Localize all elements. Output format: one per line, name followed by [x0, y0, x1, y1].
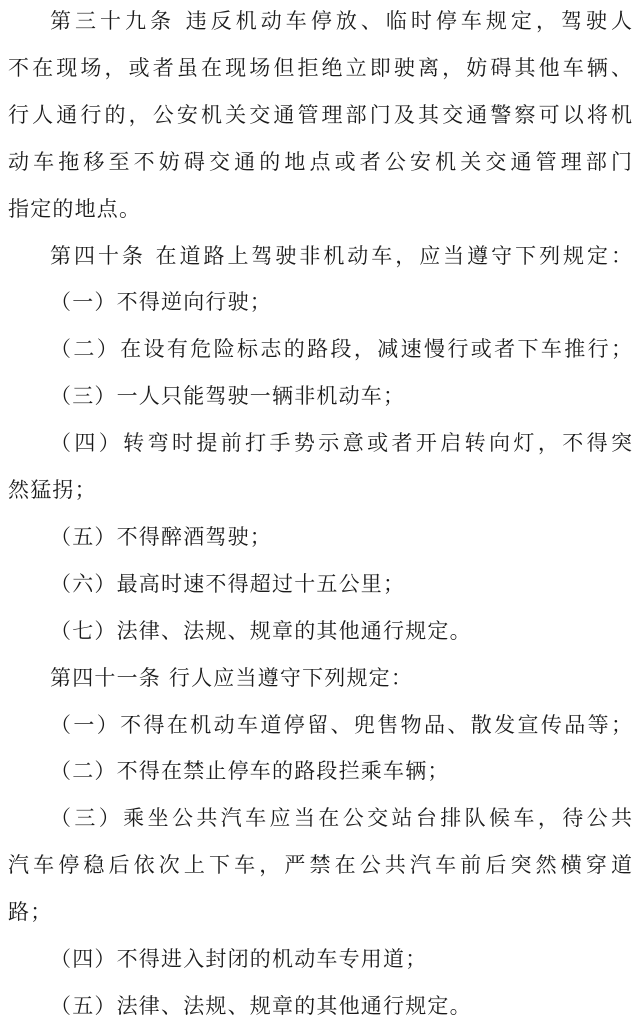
- article-40-item-4-cont: 然猛拐；: [8, 478, 97, 502]
- article-39-line-2: 不在现场，或者虽在现场但拒绝立即驶离，妨碍其他车辆、: [8, 56, 632, 80]
- article-40-item-6: （六）最高时速不得超过十五公里；: [50, 572, 406, 596]
- article-39-line-1: 第三十九条 违反机动车停放、临时停车规定，驾驶人: [50, 9, 632, 33]
- article-41-item-4: （四）不得进入封闭的机动车专用道；: [50, 947, 428, 971]
- article-41-item-5: （五）法律、法规、规章的其他通行规定。: [50, 994, 472, 1018]
- article-40-item-4: （四）转弯时提前打手势示意或者开启转向灯，不得突: [50, 431, 632, 455]
- article-40-heading: 第四十条 在道路上驾驶非机动车，应当遵守下列规定：: [50, 244, 632, 268]
- article-41-item-3-cont-2: 路；: [8, 900, 53, 924]
- article-41-heading: 第四十一条 行人应当遵守下列规定：: [50, 666, 414, 690]
- article-39-line-5: 指定的地点。: [8, 197, 142, 221]
- article-41-item-1: （一）不得在机动车道停留、兜售物品、散发宣传品等；: [50, 713, 632, 737]
- article-40-item-2: （二）在设有危险标志的路段，减速慢行或者下车推行；: [50, 337, 632, 361]
- article-40-item-3: （三）一人只能驾驶一辆非机动车；: [50, 384, 406, 408]
- article-41-item-3: （三）乘坐公共汽车应当在公交站台排队候车，待公共: [50, 806, 632, 830]
- article-41-item-3-cont: 汽车停稳后依次上下车，严禁在公共汽车前后突然横穿道: [8, 853, 632, 877]
- article-39-line-4: 动车拖移至不妨碍交通的地点或者公安机关交通管理部门: [8, 150, 632, 174]
- article-40-item-1: （一）不得逆向行驶；: [50, 290, 272, 314]
- article-40-item-7: （七）法律、法规、规章的其他通行规定。: [50, 619, 472, 643]
- article-40-item-5: （五）不得醉酒驾驶；: [50, 525, 272, 549]
- article-39-line-3: 行人通行的，公安机关交通管理部门及其交通警察可以将机: [8, 103, 632, 127]
- article-41-item-2: （二）不得在禁止停车的路段拦乘车辆；: [50, 759, 450, 783]
